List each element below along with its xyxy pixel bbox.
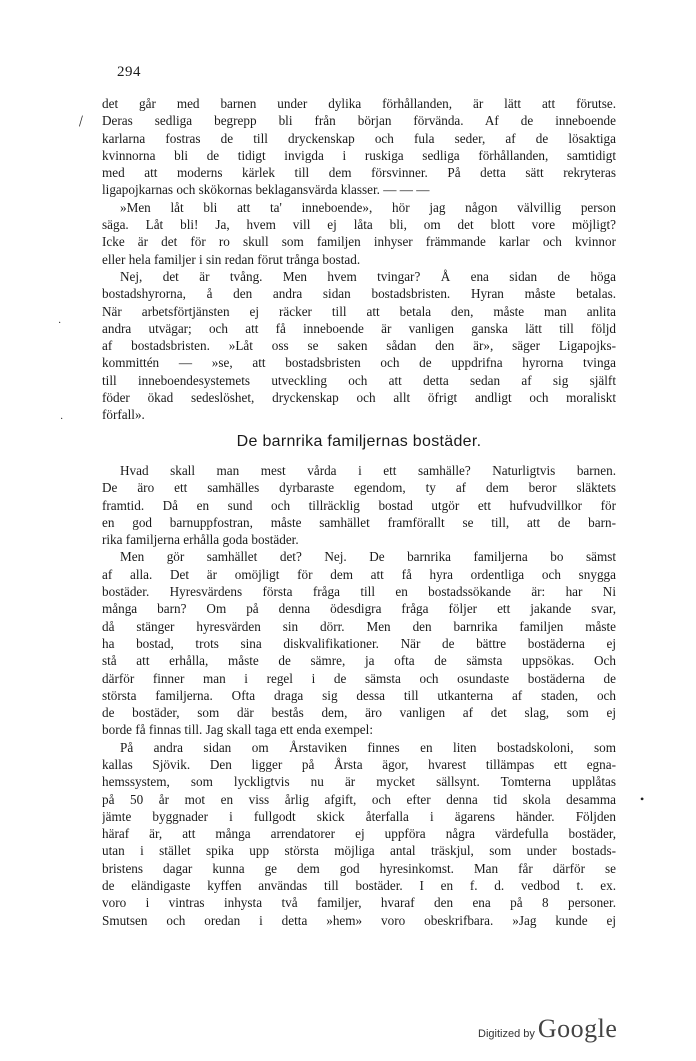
text-line: Nej, det är tvång. Men hvem tvingar? Å ena sidan de höga (120, 268, 616, 284)
text-line: Men gör samhället det? Nej. De barnrika familjerna bo sämst (120, 549, 616, 565)
text-line: kommittén — »se, att bostadsbristen och de uppdrifna hyrorna tvinga (102, 355, 616, 371)
text-line: förfall». (102, 407, 145, 423)
text-line: därför finner man i regel i de sämsta och osundaste bostäderna de (102, 670, 616, 686)
text-line: stå att erhålla, måste de sämre, ja ofta de sämsta uppsökas. Och (102, 653, 616, 669)
text-line: borde få finnas till. Jag skall taga ett enda exempel: (102, 722, 373, 738)
margin-dot-mark: · (60, 414, 64, 425)
text-line: med att moderns kärlek till dem försvinner. På detta sätt rekryteras (102, 165, 616, 181)
text-line: rika familjerna erhålla goda bostäder. (102, 532, 299, 548)
section-1-text (102, 95, 616, 424)
text-line: kallas Sjövik. Den ligger på Årsta ägor, hvarest tillämpas ett egna- (102, 756, 616, 772)
margin-bullet-mark: • (640, 792, 645, 806)
text-line: Hvad skall man mest vårda i ett samhälle? Naturligtvis barnen. (120, 462, 616, 478)
text-line: det går med barnen under dylika förhållanden, är lätt att förutse. (102, 96, 616, 111)
text-line: då stänger hyresvärden sin dörr. Men den barnrika familjen måste (102, 618, 616, 634)
text-line: af alla. Det är omöjligt för dem att få hyra ordentliga och snygga (102, 566, 616, 582)
text-line: en god barnuppfostran, måste samhället framförallt se till, att de barn- (102, 514, 616, 530)
text-line: När arbetsförtjänsten ej räcker till att betala den, måste man anlita (102, 303, 616, 319)
margin-dot-mark: · (58, 318, 62, 329)
text-line: bostäder. Hyresvärdens första fråga till en bostadssökande är: har Ni (102, 584, 616, 600)
text-line: största familjerna. Ofta draga sig dessa till utkanterna af staden, och (102, 687, 616, 703)
text-line: eller hela familjer i sin redan förut trånga bostad. (102, 251, 361, 267)
digitized-by-label: Digitized by (478, 1028, 535, 1040)
text-line: många barn? Om på denna ödesdigra fråga följer ett jakande svar, (102, 601, 616, 617)
digitized-by-google-watermark (478, 1014, 617, 1044)
text-line: Deras sedliga begrepp bli från början förvända. Af de inneboende (102, 113, 616, 129)
text-line: bristens dagar kunna ge dem god hyresinkomst. Man får därför se (102, 860, 616, 876)
text-line: voro i vintras inhysta två familjer, hvaraf den ena på 8 personer. (102, 895, 616, 911)
text-line: jämte byggnader i fullgodt skick återfalla i ägarens händer. Följden (102, 808, 616, 824)
text-line: ligapojkarnas och skökornas beklagansvärda klasser. — — — (102, 182, 430, 198)
text-line: till inneboendesystemets utveckling och att detta sedan af sig själft (102, 372, 616, 388)
text-line: andra utvägar; och att få inneboende är vanligen ganska lätt till följd (102, 320, 616, 336)
text-line: karlarna fostras de till dryckenskap och fula seder, af de lösaktiga (102, 130, 616, 146)
section-heading: De barnrika familjernas bostäder. (236, 432, 482, 450)
text-line: häraf är, att många arrendatorer ej uppföra några värdefulla bostäder, (102, 826, 616, 842)
margin-pencil-mark: \ (73, 113, 88, 130)
text-line: De äro ett samhälles dyrbaraste egendom, ty af dem beror släktets (102, 480, 616, 496)
text-line: säga. Låt bli! Ja, hvem vill ej låta bli, om det blott vore möjligt? (102, 217, 616, 233)
text-line: framtid. Då en sund och tillräcklig bostad utgör ett hufvudvillkor för (102, 497, 616, 513)
text-line: På andra sidan om Årstaviken finnes en liten bostadskoloni, som (120, 739, 616, 755)
text-line: hemssystem, som lyckligtvis nu är mycket sällsynt. Tomterna upplåtas (102, 774, 616, 790)
text-line: bostadshyrorna, å den andra sidan bostadsbristen. Hyran måste betalas. (102, 286, 616, 302)
text-line: på 50 år mot en viss årlig afgift, och efter denna tid skola desamma (102, 791, 616, 807)
text-line: föder ökad sedeslöshet, dryckenskap och allt öfrigt andligt och moraliskt (102, 390, 616, 406)
text-line: de eländigaste kyffen användas till bostäder. I en f. d. vedbod t. ex. (102, 878, 616, 894)
google-logo: Google (537, 1014, 618, 1043)
text-line: af bostadsbristen. »Låt oss se saken sådan den är», säger Ligapojks- (102, 338, 616, 354)
text-line: »Men låt bli att ta' inneboende», hör jag någon välvillig person (120, 199, 616, 215)
section-2-text (102, 462, 616, 929)
text-line: kvinnorna bli de tidigt invigda i ruskiga sedliga förhållanden, samtidigt (102, 147, 616, 163)
text-line: utan i stället spika upp största möjliga antal träskjul, som under bostads- (102, 843, 616, 859)
text-line: ha bostad, trots sina diskvalifikationer. När de bättre bostäderna ej (102, 635, 616, 651)
text-line: Smutsen och oredan i detta »hem» voro obeskrifbara. »Jag kunde ej (102, 912, 616, 928)
page-number: 294 (117, 64, 141, 80)
text-line: Icke är det för ro skull som familjen inhyser främmande karlar och kvinnor (102, 234, 616, 250)
page-body (102, 95, 616, 929)
text-line: de bostäder, som där bestås dem, äro vanligen af det slag, som ej (102, 705, 616, 721)
